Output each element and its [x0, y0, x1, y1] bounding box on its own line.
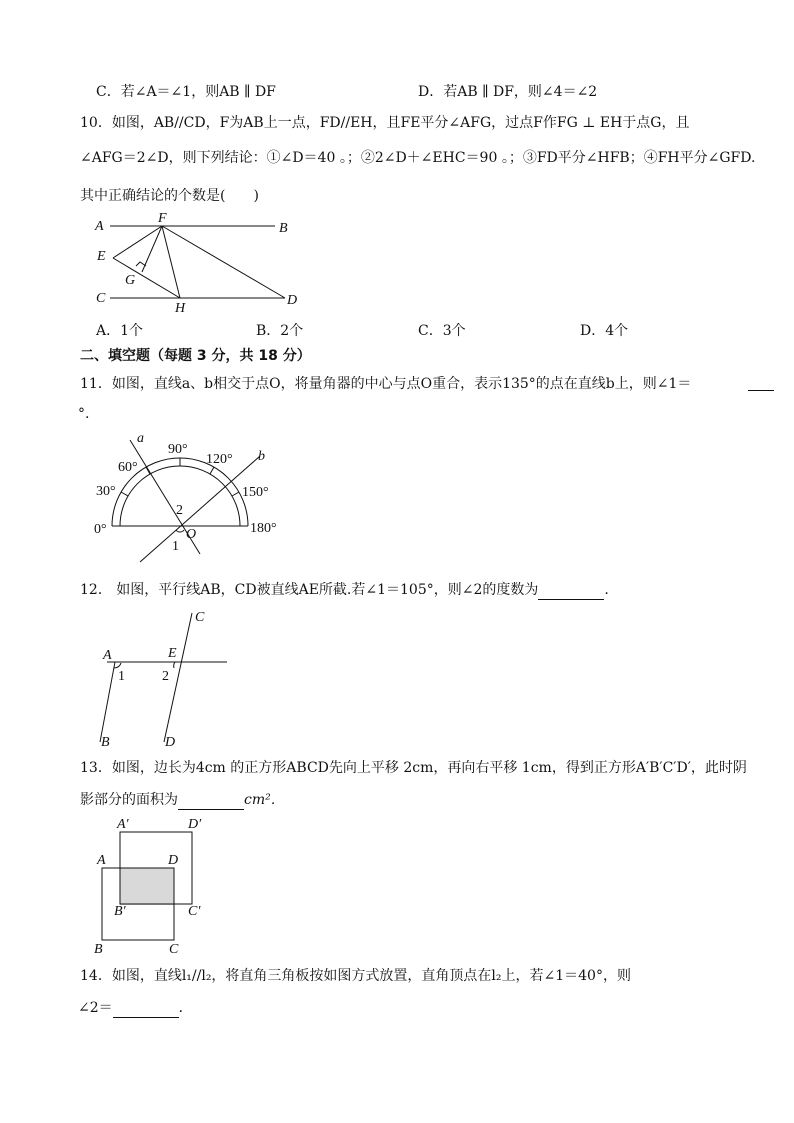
q10-label-c: C [96, 291, 106, 306]
q10-text-line3: 其中正确结论的个数是( ) [80, 188, 259, 204]
q12-label-a: A [103, 648, 112, 663]
q12-label-c: C [195, 610, 205, 625]
q13-text-line2 [80, 790, 285, 810]
q14-text-line2b: ． [178, 1000, 193, 1016]
q10-option-a: A．1个 [96, 323, 144, 339]
q13-label-b-prime: B′ [114, 904, 126, 919]
q11-tick-60: 60° [118, 460, 138, 475]
q13-text-line2a: 影部分的面积为 [80, 792, 178, 808]
q11-angle-2: 2 [176, 503, 183, 518]
q13-label-c: C [169, 942, 179, 957]
q11-tick-30: 30° [96, 484, 116, 499]
q14-answer-blank [113, 1003, 179, 1018]
q12-text [80, 580, 609, 600]
q10-option-c: C．3个 [418, 323, 466, 339]
q11-text-line2: °. [78, 406, 90, 422]
q10-text-line1: 10．如图，AB//CD，F为AB上一点，FD//EH，且FE平分∠AFG，过点F作FG ⊥ EH于点G，且 [80, 115, 690, 131]
q12-label-b: B [101, 735, 110, 750]
q11-tick-0: 0° [94, 522, 107, 537]
q13-label-b: B [94, 942, 103, 957]
q12-text-main: 12． 如图，平行线AB，CD被直线AE所截.若∠1＝105°，则∠2的度数为 [80, 582, 539, 598]
q10-label-e: E [97, 249, 106, 264]
q10-label-h: H [175, 301, 186, 316]
q12-label-e: E [168, 646, 177, 661]
q10-option-b: B．2个 [256, 323, 304, 339]
q12-answer-blank [538, 585, 604, 600]
q11-protractor-figure [90, 430, 290, 560]
q14-text-line2 [78, 998, 193, 1018]
q11-answer-blank [748, 374, 774, 391]
q11-tick-120: 120° [206, 452, 233, 467]
section-title: 二、填空题（每题 3 分，共 18 分） [80, 348, 311, 364]
q13-label-d-prime: D′ [188, 817, 202, 832]
q11-angle-1: 1 [172, 539, 179, 554]
q10-figure [90, 210, 320, 320]
q12-label-d: D [165, 735, 176, 750]
q10-option-d: D．4个 [580, 323, 629, 339]
q10-label-a: A [95, 219, 104, 234]
q10-label-f: F [158, 211, 167, 226]
q13-answer-blank [178, 795, 244, 810]
q13-shaded-region [120, 868, 174, 905]
q13-text-line2b: cm²． [244, 792, 285, 808]
q10-text-line2: ∠AFG＝2∠D，则下列结论：①∠D＝40 。；②2∠D＋∠EHC＝90 。；③FD平分∠HFB；④FH平分∠GFD. [80, 150, 756, 166]
q12-figure [95, 605, 245, 755]
q13-label-c-prime: C′ [188, 904, 201, 919]
q14-text-line1: 14．如图，直线l₁//l₂，将直角三角板按如图方式放置，直角顶点在l₂上，若∠1＝40°，则 [80, 968, 631, 984]
q11-tick-180: 180° [250, 521, 277, 536]
q13-text-line1: 13．如图，边长为4cm 的正方形ABCD先向上平移 2cm，再向右平移 1cm，得到正方形A′B′C′D′，此时阴 [80, 760, 747, 776]
q11-tick-150: 150° [242, 485, 269, 500]
q10-label-d: D [287, 293, 298, 308]
q13-label-a-prime: A′ [117, 817, 129, 832]
q12-angle-1: 1 [118, 669, 125, 684]
q12-angle-2: 2 [162, 669, 169, 684]
q11-label-b: b [258, 449, 265, 464]
q13-label-d: D [168, 853, 179, 868]
q11-label-a: a [137, 431, 144, 446]
q10-label-b: B [279, 221, 288, 236]
q14-text-line2a: ∠2＝ [78, 1000, 113, 1016]
q11-text-line1: 11．如图，直线a、b相交于点O，将量角器的中心与点O重合，表示135°的点在直线b上，则∠1＝ [80, 376, 692, 392]
q9-option-c: C．若∠A＝∠1，则AB ∥ DF [96, 84, 276, 100]
q11-label-o: O [186, 527, 197, 542]
q12-text-end: . [604, 582, 609, 598]
q13-label-a: A [97, 853, 106, 868]
q9-option-d: D．若AB ∥ DF，则∠4＝∠2 [418, 84, 598, 100]
q11-tick-90: 90° [168, 442, 188, 457]
q13-figure [88, 815, 218, 960]
q10-label-g: G [125, 273, 136, 288]
